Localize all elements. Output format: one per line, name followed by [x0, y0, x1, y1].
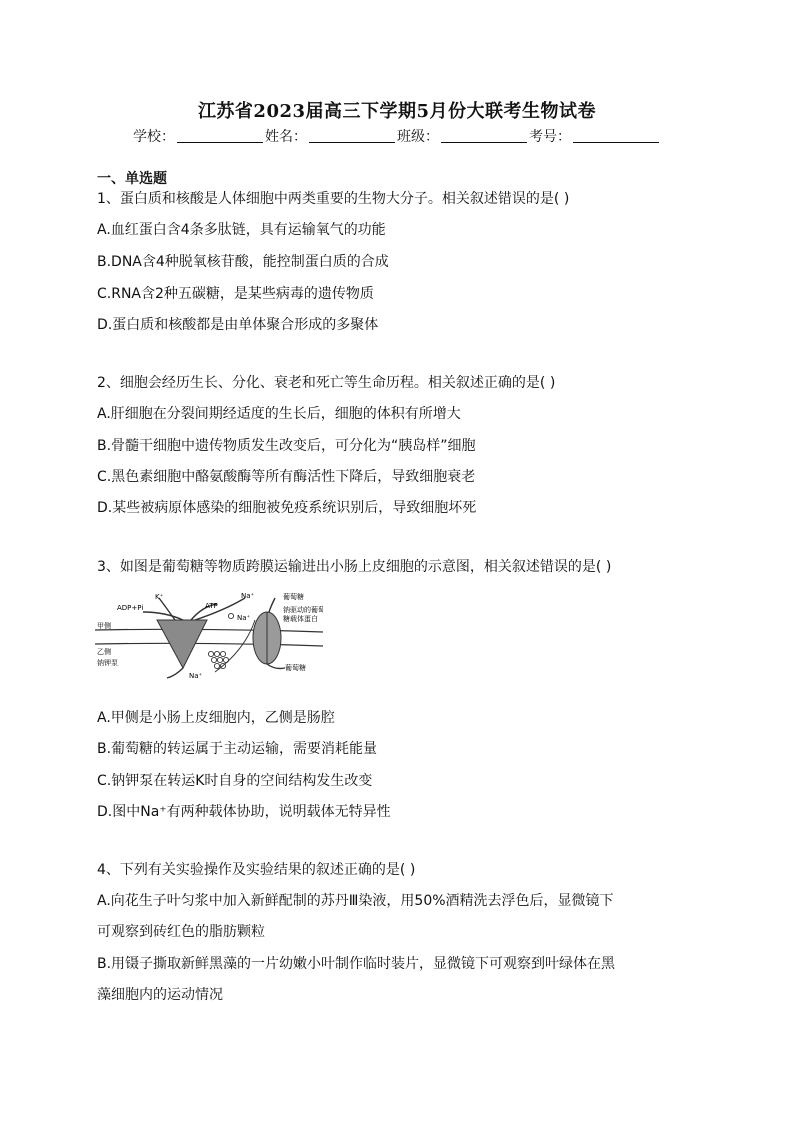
question-1-option-d: D.蛋白质和核酸都是由单体聚合形成的多聚体	[97, 317, 379, 333]
membrane-transport-diagram	[95, 590, 323, 682]
name-blank[interactable]	[309, 128, 395, 143]
label-side-a: 甲侧	[97, 622, 111, 630]
label-side-b: 乙侧	[97, 648, 111, 656]
membrane-lower-line	[95, 643, 323, 646]
label-pump: 钠钾泵	[97, 659, 118, 667]
question-2-option-b: B.骨髓干细胞中遗传物质发生改变后，可分化为“胰岛样”细胞	[97, 438, 476, 454]
question-1-stem: 1、蛋白质和核酸是人体细胞中两类重要的生物大分子。相关叙述错误的是( )	[97, 191, 570, 207]
sodium-ion-cluster	[208, 651, 228, 668]
adp-arrow	[143, 612, 183, 620]
label-na-mid: Na⁺	[237, 614, 251, 622]
exam-number-blank[interactable]	[573, 128, 659, 143]
question-3-option-d: D.图中Na⁺有两种载体协助，说明载体无特异性	[97, 804, 391, 820]
label-atp: ATP	[205, 602, 218, 610]
glucose-out-arrow	[267, 664, 285, 669]
page-title: 江苏省2023届高三下学期5月份大联考生物试卷	[197, 101, 597, 122]
student-info-line	[0, 126, 794, 146]
label-carrier-1: 钠驱动的葡萄	[283, 606, 323, 614]
label-na-bottom: Na⁺	[189, 672, 203, 680]
exam-number-label: 考号：	[529, 129, 571, 145]
section-heading: 一、单选题	[97, 171, 167, 187]
glucose-in-arrow	[269, 598, 275, 612]
question-4-option-b-line2: 藻细胞内的运动情况	[97, 987, 223, 1003]
class-label: 班级：	[397, 129, 439, 145]
question-4-option-a-line2: 可观察到砖红色的脂肪颗粒	[97, 924, 265, 940]
question-3-option-b: B.葡萄糖的转运属于主动运输，需要消耗能量	[97, 741, 378, 757]
question-1-option-b: B.DNA含4种脱氧核苷酸，能控制蛋白质的合成	[97, 254, 389, 270]
question-1-option-a: A.血红蛋白含4条多肽链，具有运输氧气的功能	[97, 222, 386, 238]
label-adp: ADP+Pi	[117, 604, 144, 612]
name-label: 姓名：	[265, 129, 307, 145]
sodium-ion-single	[228, 613, 233, 618]
question-2-stem: 2、细胞会经历生长、分化、衰老和死亡等生命历程。相关叙述正确的是( )	[97, 375, 556, 391]
membrane-transport-figure	[95, 590, 323, 682]
question-3-stem: 3、如图是葡萄糖等物质跨膜运输进出小肠上皮细胞的示意图，相关叙述错误的是( )	[97, 559, 612, 575]
question-4-option-b-line1: B.用镊子撕取新鲜黑藻的一片幼嫩小叶制作临时装片，显微镜下可观察到叶绿体在黑	[97, 956, 616, 972]
membrane-upper-line	[95, 629, 323, 632]
label-glucose-top: 葡萄糖	[283, 593, 304, 601]
question-3-option-c: C.钠钾泵在转运K时自身的空间结构发生改变	[97, 773, 373, 789]
label-k: K⁺	[155, 593, 164, 601]
question-2-option-d: D.某些被病原体感染的细胞被免疫系统识别后，导致细胞坏死	[97, 500, 477, 516]
label-carrier-2: 糖载体蛋白	[283, 615, 318, 623]
question-4-stem: 4、下列有关实验操作及实验结果的叙述正确的是( )	[97, 862, 416, 878]
question-3-option-a: A.甲侧是小肠上皮细胞内，乙侧是肠腔	[97, 710, 335, 726]
label-glucose-bottom: 葡萄糖	[285, 664, 306, 672]
class-blank[interactable]	[441, 128, 527, 143]
label-na-top: Na⁺	[241, 592, 255, 600]
school-label: 学校：	[133, 129, 175, 145]
question-4-option-a-line1: A.向花生子叶匀浆中加入新鲜配制的苏丹Ⅲ染液，用50%酒精洗去浮色后，显微镜下	[97, 893, 614, 909]
question-2-option-c: C.黑色素细胞中酪氨酸酶等所有酶活性下降后，导致细胞衰老	[97, 469, 476, 485]
question-2-option-a: A.肝细胞在分裂间期经适度的生长后，细胞的体积有所增大	[97, 406, 461, 422]
question-1-option-c: C.RNA含2种五碳糖，是某些病毒的遗传物质	[97, 286, 374, 302]
school-blank[interactable]	[177, 128, 263, 143]
na-in-arrow	[167, 668, 183, 678]
